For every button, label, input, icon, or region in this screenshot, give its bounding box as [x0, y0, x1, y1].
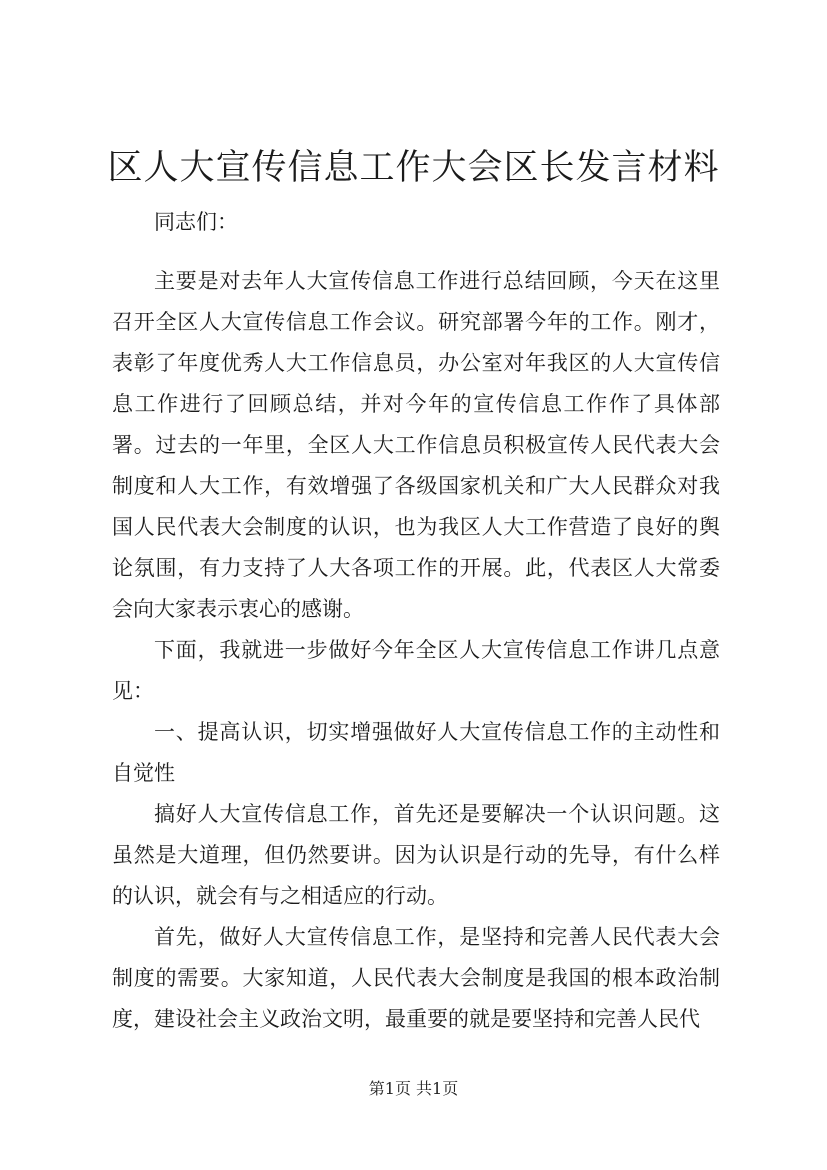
page-number-footer: 第1页 共1页 [368, 1079, 459, 1098]
paragraph-awareness: 搞好人大宣传信息工作，首先还是要解决一个认识问题。这虽然是大道理，但仍然要讲。因为认识是行动的先导，有什么样的认识，就会有与之相适应的行动。 [112, 802, 720, 908]
section-heading-1: 一、提高认识，切实增强做好人大宣传信息工作的主动性和自觉性 [112, 720, 720, 785]
paragraph-first-point: 首先，做好人大宣传信息工作，是坚持和完善人民代表大会制度的需要。大家知道，人民代表大会制度是我国的根本政治制度，建设社会主义政治文明，最重要的就是要坚持和完善人民代 [112, 925, 720, 1031]
document-body [112, 202, 720, 1040]
greeting: 同志们： [154, 210, 238, 234]
document-title: 区人大宣传信息工作大会区长发言材料 [107, 148, 720, 188]
paragraph-outline: 下面，我就进一步做好今年全区人大宣传信息工作讲几点意见： [112, 638, 720, 703]
paragraph-intro: 主要是对去年人大宣传信息工作进行总结回顾，今天在这里召开全区人大宣传信息工作会议。研究部署今年的工作。刚才，表彰了年度优秀人大工作信息员，办公室对年我区的人大宣传信息工作进行了回顾总结，并对今年的宣传信息工作作了具体部署。过去的一年里，全区人大工作信息员积极宣传人民代表大会制度和人大工作，有效增强了各级国家机关和广大人民群众对我国人民代表大会制度的认识，也为我区人大工作营造了良好的舆论氛围，有力支持了人大各项工作的开展。此，代表区人大常委会向大家表示衷心的感谢。 [112, 269, 720, 621]
